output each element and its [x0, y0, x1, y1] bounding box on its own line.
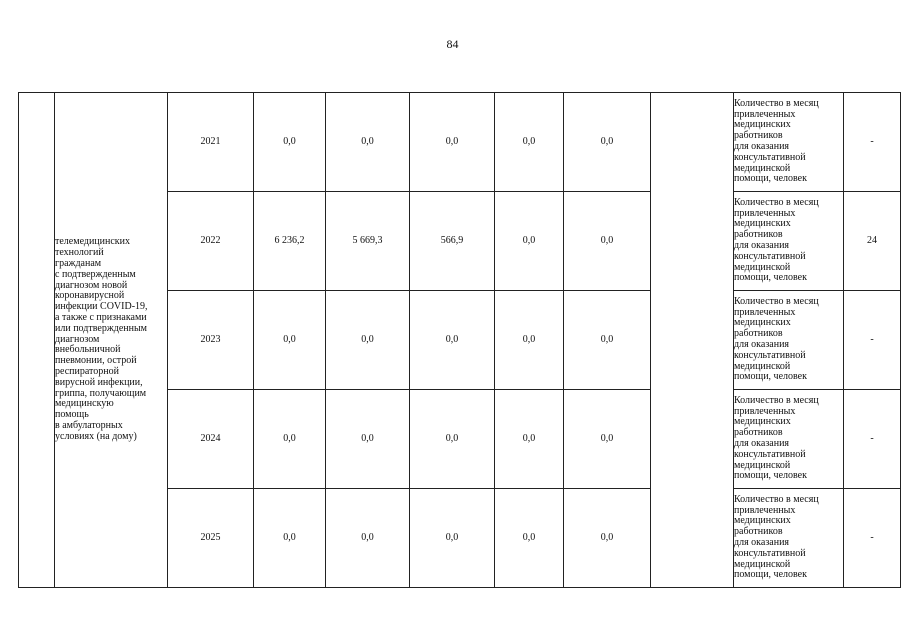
indicator-value: - — [844, 93, 901, 192]
indicator-value: - — [844, 291, 901, 390]
amount-col-5: 0,0 — [564, 291, 651, 390]
amount-col-2: 0,0 — [326, 390, 410, 489]
page-number: 84 — [446, 37, 459, 51]
amount-col-4: 0,0 — [495, 93, 564, 192]
amount-col-5: 0,0 — [564, 489, 651, 588]
amount-col-5: 0,0 — [564, 93, 651, 192]
amount-col-3: 0,0 — [410, 390, 495, 489]
year-cell: 2022 — [168, 192, 254, 291]
amount-col-2: 0,0 — [326, 489, 410, 588]
indicator-name: Количество в месяц привлеченных медицинских работников для оказания консультативной медицинской помощи, человек — [734, 489, 844, 588]
amount-col-5: 0,0 — [564, 192, 651, 291]
amount-total: 0,0 — [254, 93, 326, 192]
amount-col-4: 0,0 — [495, 489, 564, 588]
amount-col-3: 0,0 — [410, 93, 495, 192]
year-cell: 2021 — [168, 93, 254, 192]
indicator-name: Количество в месяц привлеченных медицинских работников для оказания консультативной медицинской помощи, человек — [734, 192, 844, 291]
amount-col-3: 0,0 — [410, 291, 495, 390]
amount-col-2: 0,0 — [326, 93, 410, 192]
amount-col-2: 5 669,3 — [326, 192, 410, 291]
amount-total: 0,0 — [254, 390, 326, 489]
indicator-value: 24 — [844, 192, 901, 291]
program-table — [18, 92, 901, 588]
measure-description: телемедицинских технологий гражданам с подтвержденным диагнозом новой коронавирусной инфекции COVID-19, а также с признаками или подтвержденным диагнозом внебольничной пневмонии, острой респираторной вирусной инфекции, гриппа, получающим медицинскую помощь в амбулаторных условиях (на дому) — [55, 93, 168, 588]
table-row — [19, 93, 901, 192]
amount-total: 0,0 — [254, 291, 326, 390]
year-cell: 2023 — [168, 291, 254, 390]
row-number-cell — [19, 93, 55, 588]
indicator-name: Количество в месяц привлеченных медицинских работников для оказания консультативной медицинской помощи, человек — [734, 291, 844, 390]
amount-col-4: 0,0 — [495, 291, 564, 390]
executor-cell — [651, 93, 734, 588]
indicator-value: - — [844, 489, 901, 588]
indicator-name: Количество в месяц привлеченных медицинских работников для оказания консультативной медицинской помощи, человек — [734, 93, 844, 192]
amount-col-2: 0,0 — [326, 291, 410, 390]
indicator-name: Количество в месяц привлеченных медицинских работников для оказания консультативной медицинской помощи, человек — [734, 390, 844, 489]
year-cell: 2024 — [168, 390, 254, 489]
year-cell: 2025 — [168, 489, 254, 588]
amount-total: 0,0 — [254, 489, 326, 588]
indicator-value: - — [844, 390, 901, 489]
amount-col-5: 0,0 — [564, 390, 651, 489]
amount-total: 6 236,2 — [254, 192, 326, 291]
amount-col-4: 0,0 — [495, 390, 564, 489]
amount-col-3: 0,0 — [410, 489, 495, 588]
amount-col-4: 0,0 — [495, 192, 564, 291]
amount-col-3: 566,9 — [410, 192, 495, 291]
